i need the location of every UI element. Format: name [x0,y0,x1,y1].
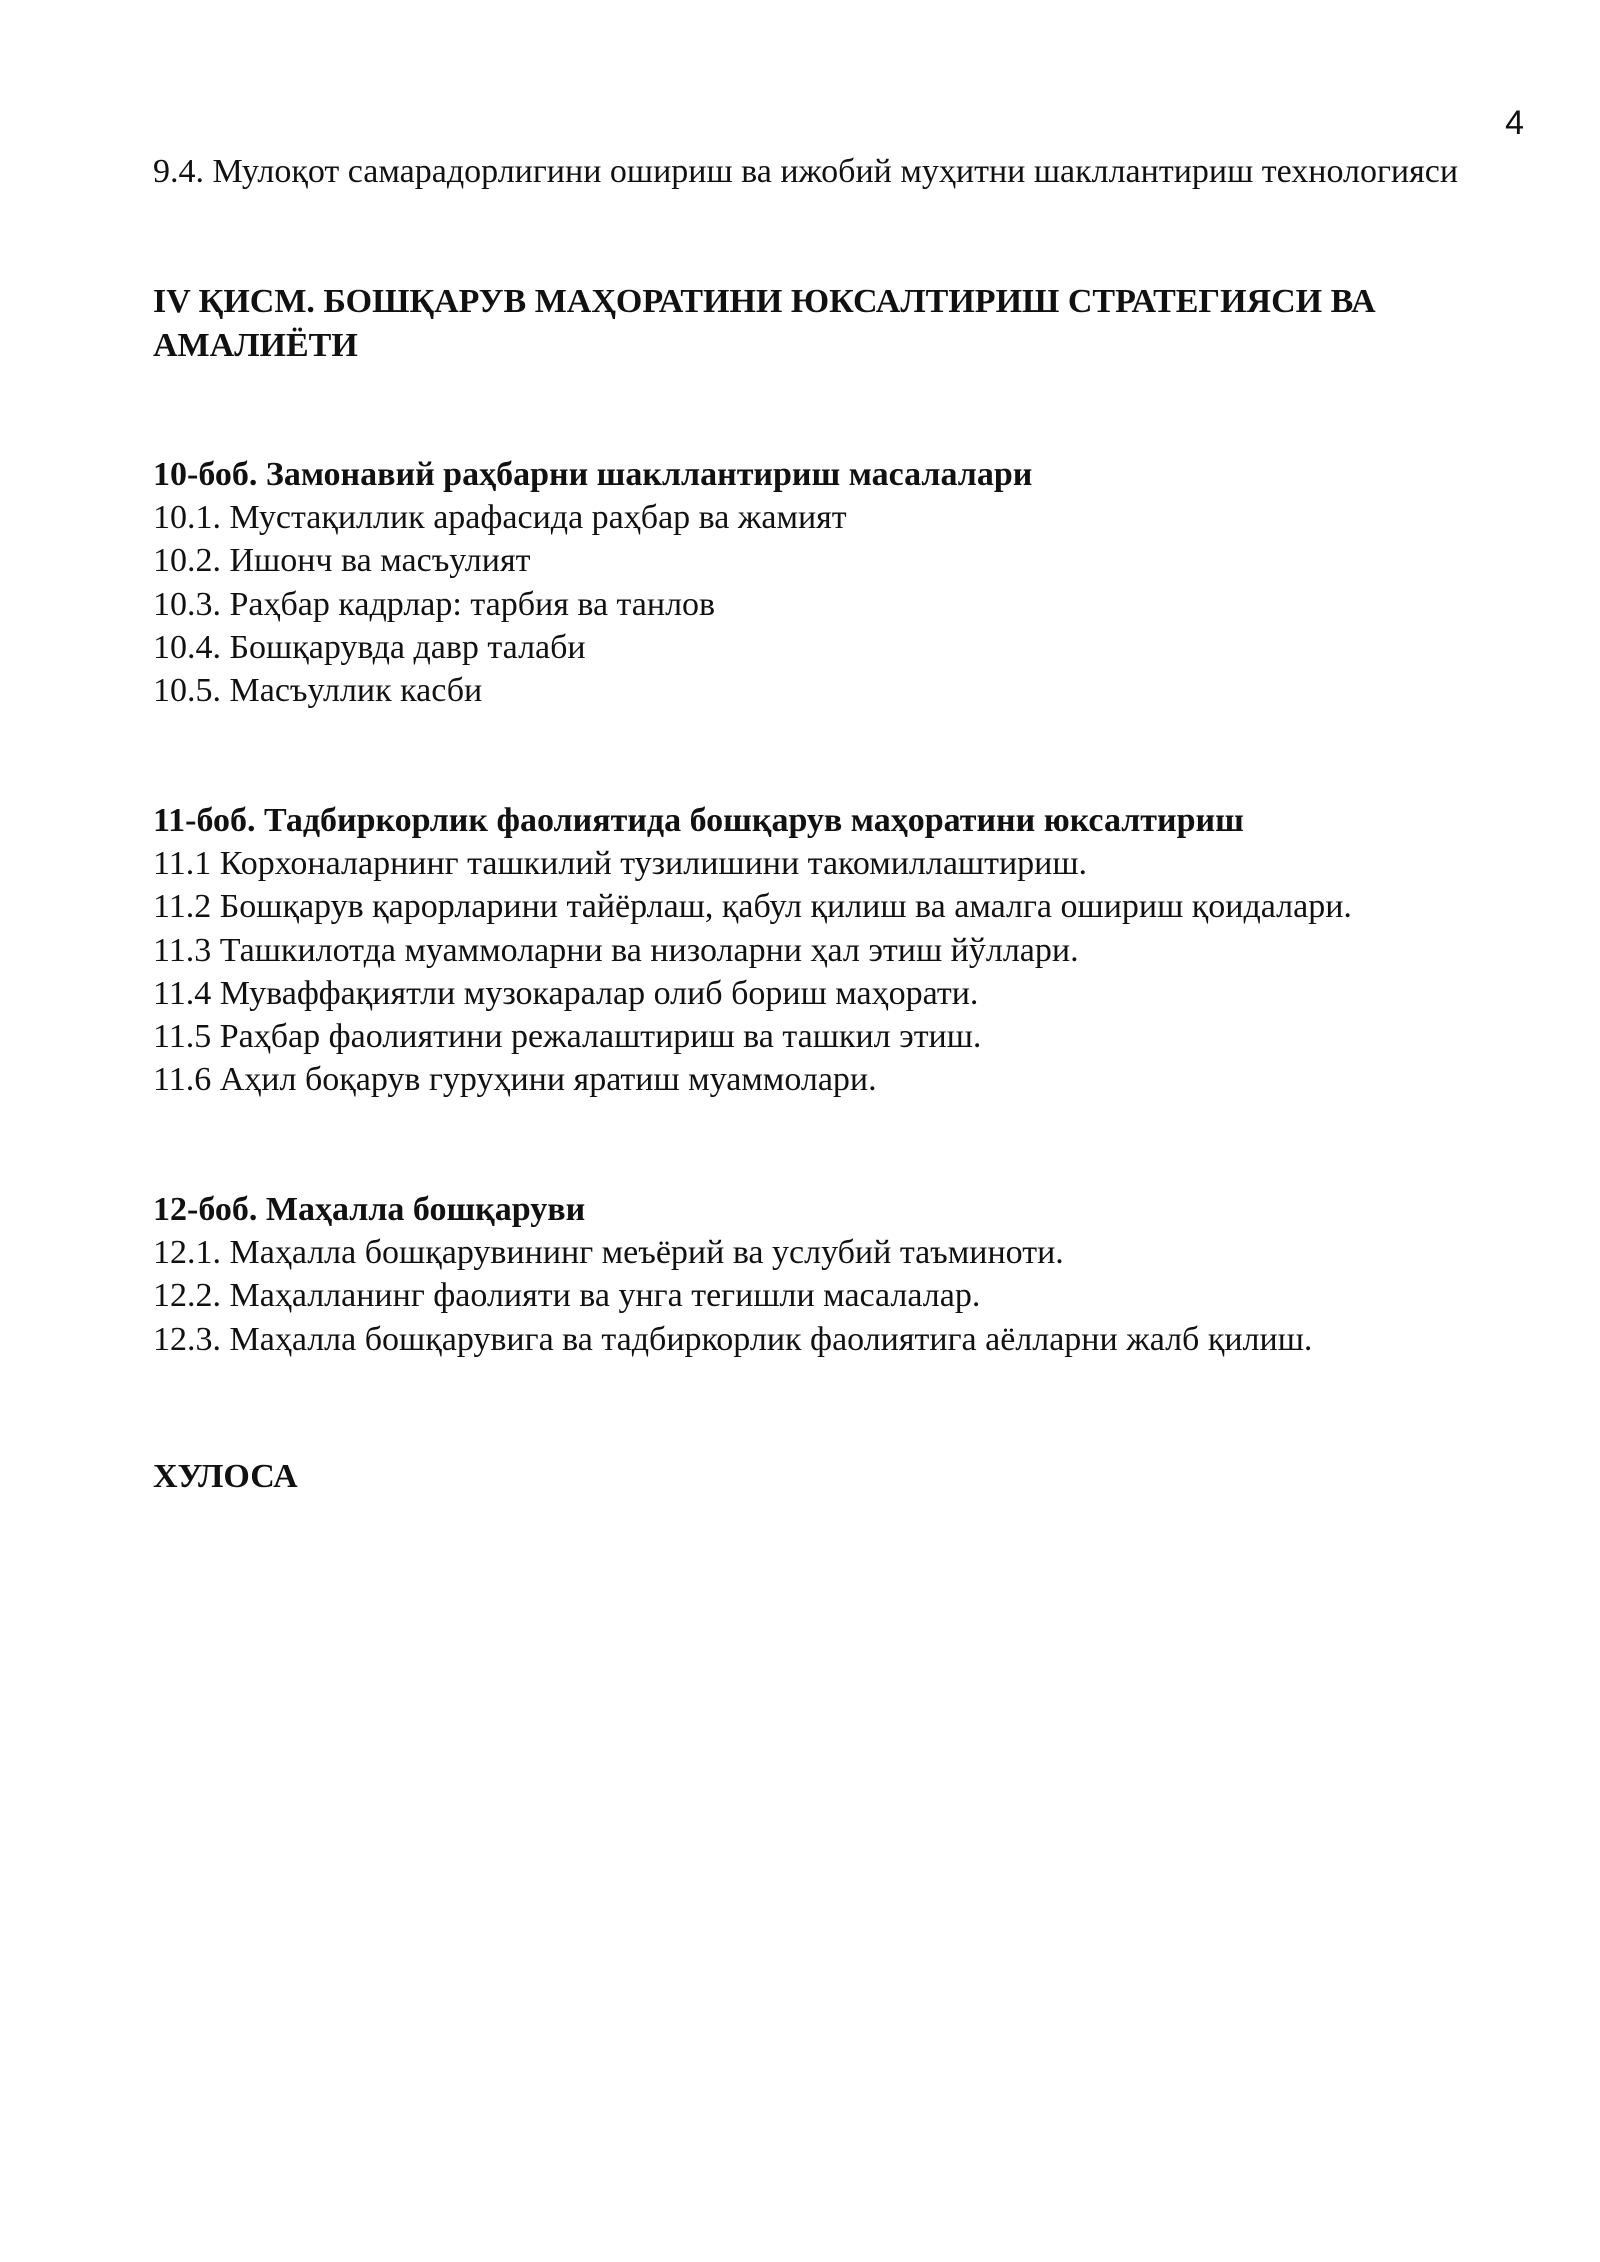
toc-item: 10.5. Масъуллик касби [153,672,483,710]
toc-item: 12.2. Маҳалланинг фаолияти ва унга тегишли масалалар. [153,1277,981,1315]
toc-item: 10.2. Ишонч ва масъулият [153,542,531,580]
chapter-title: 12-боб. Маҳалла бошқаруви [153,1190,586,1228]
toc-item: 11.5 Раҳбар фаолиятини режалаштириш ва ташкил этиш. [153,1018,982,1056]
chapter-title: 11-боб. Тадбиркорлик фаолиятида бошқарув маҳоратини юксалтириш [153,801,1244,839]
toc-item: 11.2 Бошқарув қарорларини тайёрлаш, қабул қилиш ва амалга ошириш қоидалари. [153,888,1352,926]
table-of-contents [153,150,1523,1498]
page-number: 4 [1505,104,1524,142]
chapter-12 [153,1188,1523,1361]
toc-item: 11.3 Ташкилотда муаммоларни ва низоларни ҳал этиш йўллари. [153,931,1079,969]
chapter-11 [153,799,1523,1102]
toc-item-9-4: 9.4. Мулоқот самарадорлигини ошириш ва ижобий муҳитни шакллантириш технологияси [153,153,1459,190]
toc-item: 11.6 Аҳил боқарув гуруҳини яратиш муаммолари. [153,1061,877,1099]
toc-item: 10.3. Раҳбар кадрлар: тарбия ва танлов [153,585,716,623]
chapter-10 [153,453,1523,713]
toc-item: 11.1 Корхоналарнинг ташкилий тузилишини такомиллаштириш. [153,844,1088,882]
toc-item: 11.4 Муваффақиятли музокаралар олиб бориш маҳорати. [153,974,979,1012]
toc-item: 12.1. Маҳалла бошқарувининг меъёрий ва услубий таъминоти. [153,1234,1064,1272]
toc-item: 12.3. Маҳалла бошқарувига ва тадбиркорлик фаолиятига аёлларни жалб қилиш. [153,1320,1313,1358]
toc-item: 10.4. Бошқарувда давр талаби [153,629,586,667]
conclusion-heading: ХУЛОСА [153,1457,298,1495]
part-heading: IV ҚИСМ. БОШҚАРУВ МАҲОРАТИНИ ЮКСАЛТИРИШ СТРАТЕГИЯСИ ВА АМАЛИЁТИ [153,283,1376,364]
toc-item: 10.1. Мустақиллик арафасида раҳбар ва жамият [153,499,847,537]
chapter-title: 10-боб. Замонавий раҳбарни шакллантириш масалалари [153,455,1033,493]
